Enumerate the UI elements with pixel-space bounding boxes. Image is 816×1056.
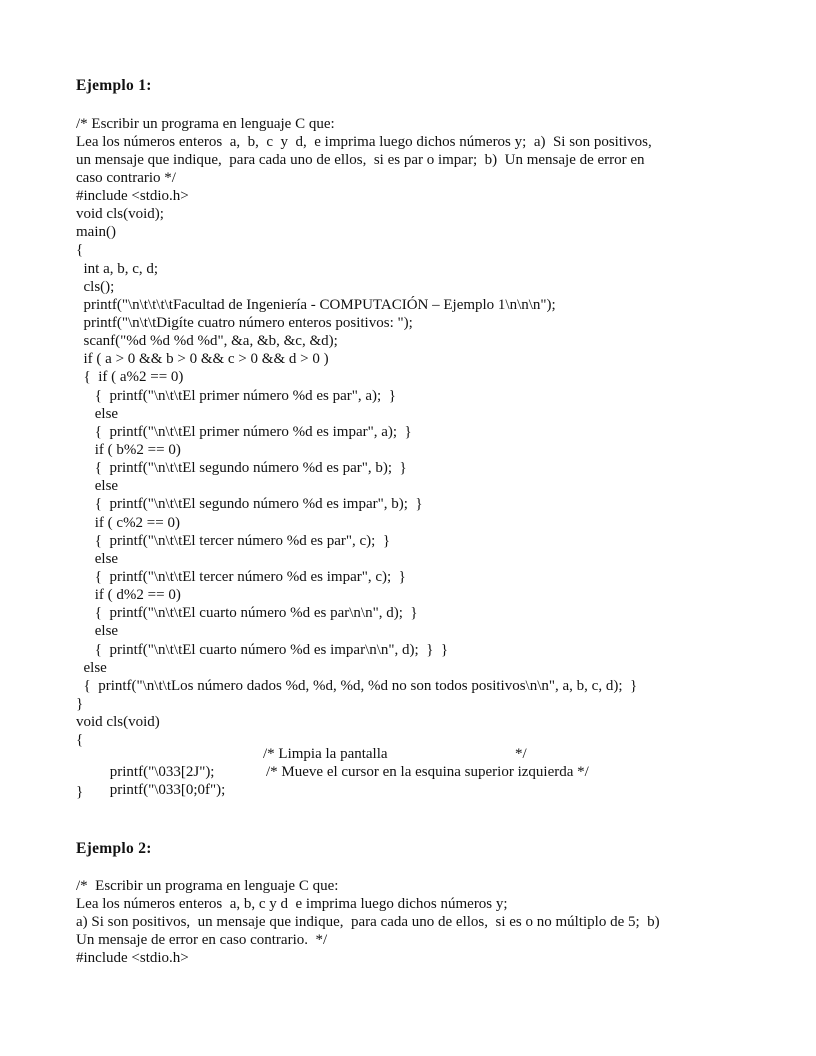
- cls-statement-2-code: printf("\033[0;0f");: [98, 782, 226, 799]
- example-1-code: [76, 187, 756, 749]
- code-line: { printf("\n\t\tEl tercer número %d es par", c); }: [76, 532, 391, 549]
- code-line: { printf("\n\t\tEl cuarto número %d es impar\n\n", d); } }: [76, 641, 449, 658]
- code-line: #include <stdio.h>: [76, 188, 189, 204]
- example-1-description: [76, 115, 736, 187]
- code-line: cls();: [76, 278, 115, 295]
- code-line: }: [76, 695, 84, 712]
- code-line: else: [76, 659, 107, 676]
- description-line: Lea los números enteros a, b, c y d, e imprima luego dichos números y; a) Si son positivos,: [76, 134, 652, 150]
- cls-statement-1-code: printf("\033[2J");: [98, 764, 215, 781]
- description-line: /* Escribir un programa en lenguaje C que:: [76, 878, 339, 894]
- code-line: { printf("\n\t\tEl tercer número %d es impar", c); }: [76, 568, 406, 585]
- example-1-heading: Ejemplo 1:: [76, 77, 152, 94]
- code-line: int a, b, c, d;: [76, 260, 159, 277]
- description-line: /* Escribir un programa en lenguaje C que:: [76, 116, 335, 132]
- cls-function-body: [76, 745, 756, 799]
- code-line: { printf("\n\t\tEl cuarto número %d es par\n\n", d); }: [76, 605, 418, 622]
- code-line: printf("\n\t\tDigíte cuatro número enteros positivos: ");: [76, 314, 413, 331]
- code-line: if ( a > 0 && b > 0 && c > 0 && d > 0 ): [76, 351, 329, 368]
- code-line: { printf("\n\t\tLos número dados %d, %d, %d, %d no son todos positivos\n\n", a, b, c, d); }: [76, 677, 638, 694]
- description-line: un mensaje que indique, para cada uno de ellos, si es par o impar; b) Un mensaje de error en: [76, 152, 645, 168]
- code-line: else: [76, 478, 119, 495]
- code-line: scanf("%d %d %d %d", &a, &b, &c, &d);: [76, 333, 338, 350]
- code-line: { printf("\n\t\tEl primer número %d es impar", a); }: [76, 423, 412, 440]
- cls-statement-1-comment: /* Limpia la pantalla */: [263, 746, 527, 762]
- cls-statement-2-comment: /* Mueve el cursor en la esquina superior izquierda */: [266, 764, 589, 781]
- code-line: { if ( a%2 == 0): [76, 369, 184, 386]
- cls-closing-brace: }: [76, 784, 84, 800]
- code-line: { printf("\n\t\tEl segundo número %d es impar", b); }: [76, 496, 423, 513]
- code-line: if ( d%2 == 0): [76, 587, 181, 604]
- description-line: Lea los números enteros a, b, c y d e imprima luego dichos números y;: [76, 896, 508, 912]
- description-line: caso contrario */: [76, 170, 176, 186]
- code-line: if ( b%2 == 0): [76, 441, 181, 458]
- code-line: if ( c%2 == 0): [76, 514, 180, 531]
- description-line: a) Si son positivos, un mensaje que indique, para cada uno de ellos, si es o no múltiplo de 5; b): [76, 914, 660, 930]
- code-line: { printf("\n\t\tEl primer número %d es par", a); }: [76, 387, 396, 404]
- code-line: void cls(void): [76, 714, 160, 731]
- code-line: main(): [76, 224, 116, 241]
- example-2-description: [76, 877, 736, 967]
- cls-statement-2: [76, 763, 756, 799]
- cls-closing-brace-block: [76, 783, 756, 801]
- code-line: void cls(void);: [76, 206, 164, 223]
- code-line: {: [76, 242, 84, 259]
- description-line: #include <stdio.h>: [76, 950, 189, 966]
- code-line: {: [76, 732, 84, 749]
- code-line: else: [76, 623, 119, 640]
- code-line: else: [76, 405, 119, 422]
- description-line: Un mensaje de error en caso contrario. */: [76, 932, 328, 948]
- code-line: printf("\n\t\t\t\tFacultad de Ingeniería - COMPUTACIÓN – Ejemplo 1\n\n\n");: [76, 296, 556, 313]
- code-line: { printf("\n\t\tEl segundo número %d es par", b); }: [76, 460, 407, 477]
- code-line: else: [76, 550, 119, 567]
- example-2-heading: Ejemplo 2:: [76, 840, 152, 857]
